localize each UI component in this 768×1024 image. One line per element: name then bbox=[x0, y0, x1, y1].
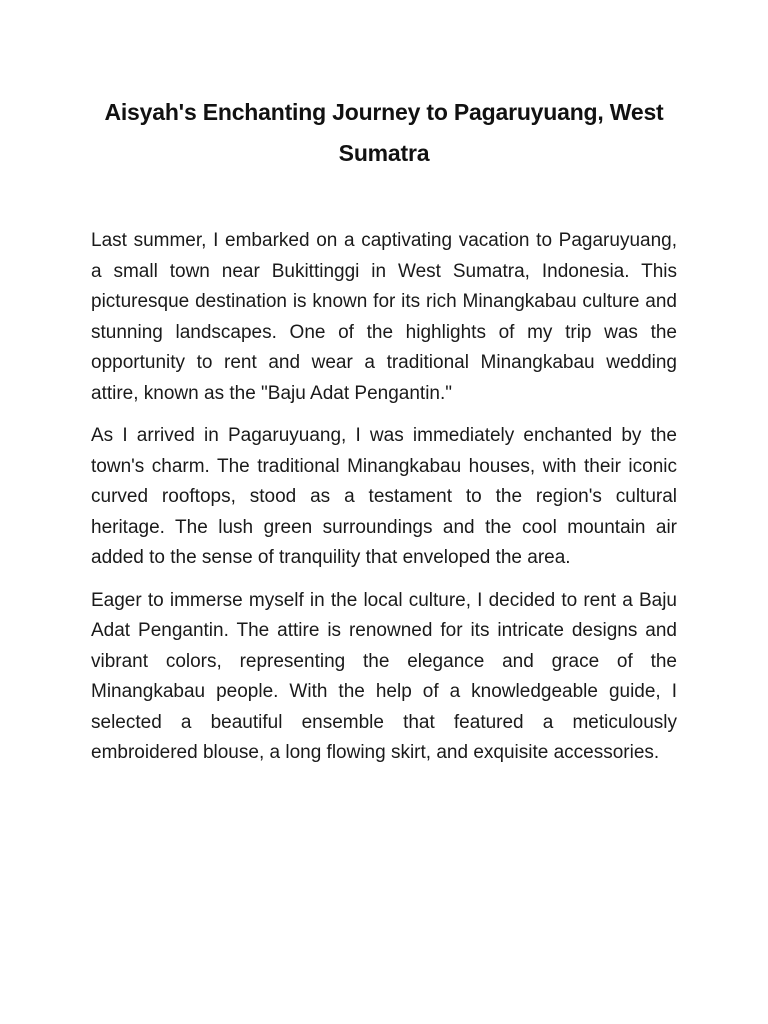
document-body bbox=[91, 226, 677, 781]
paragraph: Last summer, I embarked on a captivating vacation to Pagaruyuang, a small town near Bukittinggi in West Sumatra, Indonesia. This picturesque destination is known for its rich Minangkabau culture and stunning landscapes. One of the highlights of my trip was the opportunity to rent and wear a traditional Minangkabau wedding attire, known as the "Baju Adat Pengantin." bbox=[91, 230, 677, 404]
paragraph: As I arrived in Pagaruyuang, I was immediately enchanted by the town's charm. The traditional Minangkabau houses, with their iconic curved rooftops, stood as a testament to the region's cultural heritage. The lush green surroundings and the cool mountain air added to the sense of tranquility that enveloped the area. bbox=[91, 425, 677, 568]
document-title: Aisyah's Enchanting Journey to Pagaruyuang, West Sumatra bbox=[104, 99, 664, 166]
paragraph: Eager to immerse myself in the local culture, I decided to rent a Baju Adat Pengantin. The attire is renowned for its intricate designs and vibrant colors, representing the elegance and grace of the Minangkabau people. With the help of a knowledgeable guide, I selected a beautiful ensemble that featured a meticulously embroidered blouse, a long flowing skirt, and exquisite accessories. bbox=[91, 589, 677, 763]
